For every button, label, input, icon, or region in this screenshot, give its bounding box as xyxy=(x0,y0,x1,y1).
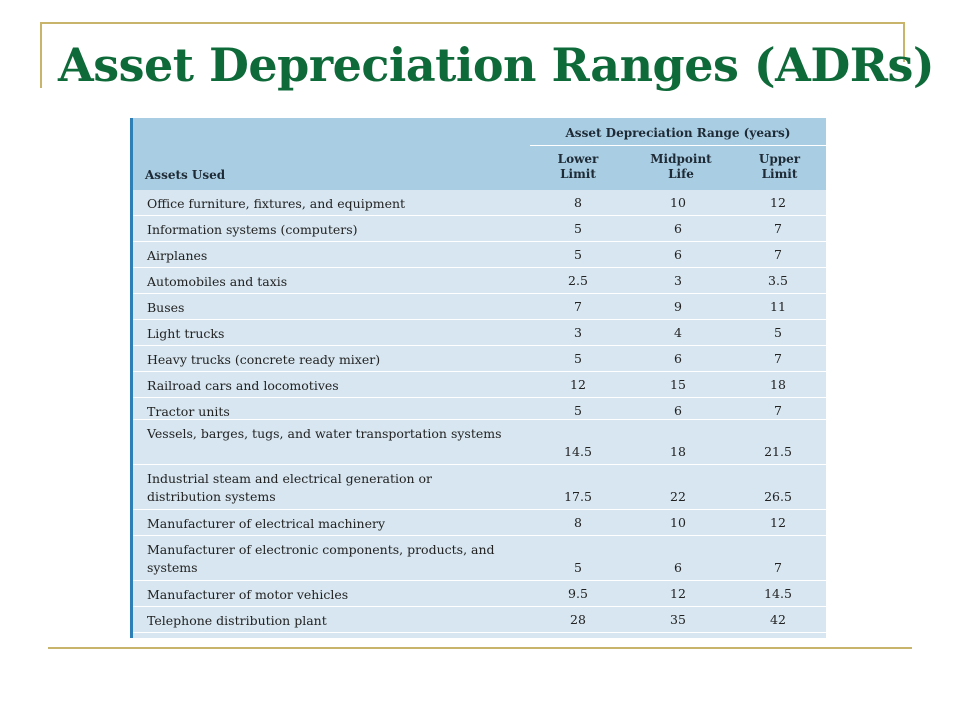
table-row xyxy=(133,510,826,536)
table-row xyxy=(133,581,826,607)
lower-limit-value: 5 xyxy=(574,403,582,418)
table-row xyxy=(133,216,826,242)
upper-limit-header: Upper Limit xyxy=(758,152,801,181)
upper-limit-value: 7 xyxy=(774,351,782,366)
lower-limit-value: 7 xyxy=(574,299,582,314)
midpoint-life-value: 6 xyxy=(674,560,682,575)
upper-limit-value: 26.5 xyxy=(764,489,792,504)
asset-name: Railroad cars and locomotives xyxy=(147,378,339,393)
lower-limit-value: 17.5 xyxy=(564,489,592,504)
lower-limit-value: 2.5 xyxy=(568,273,588,288)
upper-limit-value: 21.5 xyxy=(764,444,792,459)
upper-limit-value: 14.5 xyxy=(764,586,792,601)
asset-name: Buses xyxy=(147,300,185,315)
midpoint-life-value: 10 xyxy=(670,195,686,210)
page-title: Asset Depreciation Ranges (ADRs) xyxy=(58,38,935,92)
midpoint-life-value: 6 xyxy=(674,221,682,236)
asset-name: Office furniture, fixtures, and equipment xyxy=(147,196,406,211)
midpoint-life-value: 4 xyxy=(674,325,682,340)
midpoint-life-value: 3 xyxy=(674,273,682,288)
bottom-rule xyxy=(48,647,912,649)
table-row xyxy=(133,320,826,346)
header-divider xyxy=(530,145,826,146)
table-row xyxy=(133,346,826,372)
asset-name: Manufacturer of electrical machinery xyxy=(147,516,386,531)
lower-limit-value: 14.5 xyxy=(564,444,592,459)
asset-name: Telephone distribution plant xyxy=(147,613,327,628)
upper-limit-value: 7 xyxy=(774,403,782,418)
assets-used-header: Assets Used xyxy=(145,168,226,182)
lower-limit-value: 5 xyxy=(574,351,582,366)
midpoint-life-value: 6 xyxy=(674,403,682,418)
midpoint-life-value: 35 xyxy=(670,612,686,627)
midpoint-life-value: 6 xyxy=(674,351,682,366)
upper-limit-value: 7 xyxy=(774,560,782,575)
upper-limit-value: 12 xyxy=(770,195,786,210)
table-row xyxy=(133,420,826,465)
lower-limit-value: 9.5 xyxy=(568,586,588,601)
midpoint-life-value: 9 xyxy=(674,299,682,314)
table-header xyxy=(133,118,826,190)
midpoint-life-value: 12 xyxy=(670,586,686,601)
midpoint-life-value: 22 xyxy=(670,489,686,504)
table-row xyxy=(133,190,826,216)
asset-name: Information systems (computers) xyxy=(147,222,358,237)
table-row xyxy=(133,268,826,294)
midpoint-life-header: Midpoint Life xyxy=(650,152,712,181)
upper-limit-value: 7 xyxy=(774,221,782,236)
upper-limit-value: 7 xyxy=(774,247,782,262)
table-row xyxy=(133,294,826,320)
adr-table xyxy=(130,118,826,638)
upper-limit-value: 5 xyxy=(774,325,782,340)
lower-limit-value: 5 xyxy=(574,560,582,575)
lower-limit-value: 8 xyxy=(574,195,582,210)
table-row xyxy=(133,242,826,268)
asset-name: Light trucks xyxy=(147,326,225,341)
upper-limit-value: 18 xyxy=(770,377,786,392)
asset-name: Automobiles and taxis xyxy=(147,274,288,289)
upper-limit-value: 12 xyxy=(770,515,786,530)
asset-name: Heavy trucks (concrete ready mixer) xyxy=(147,352,381,367)
lower-limit-value: 5 xyxy=(574,221,582,236)
asset-name: Vessels, barges, tugs, and water transportation systems xyxy=(147,426,502,441)
range-header: Asset Depreciation Range (years) xyxy=(565,126,791,140)
midpoint-life-value: 10 xyxy=(670,515,686,530)
table-row xyxy=(133,607,826,633)
left-rule xyxy=(40,22,42,88)
asset-name: Tractor units xyxy=(147,404,230,419)
asset-name: Manufacturer of electronic components, products, and systems xyxy=(147,542,495,575)
table-row xyxy=(133,398,826,420)
lower-limit-value: 5 xyxy=(574,247,582,262)
lower-limit-value: 8 xyxy=(574,515,582,530)
midpoint-life-value: 15 xyxy=(670,377,686,392)
upper-limit-value: 3.5 xyxy=(768,273,788,288)
midpoint-life-value: 6 xyxy=(674,247,682,262)
asset-name: Airplanes xyxy=(147,248,208,263)
lower-limit-value: 28 xyxy=(570,612,586,627)
upper-limit-value: 42 xyxy=(770,612,786,627)
upper-limit-value: 11 xyxy=(770,299,786,314)
asset-name: Industrial steam and electrical generation or distribution systems xyxy=(147,471,433,504)
table-row xyxy=(133,536,826,581)
table-row xyxy=(133,372,826,398)
lower-limit-header: Lower Limit xyxy=(557,152,599,181)
asset-name: Manufacturer of motor vehicles xyxy=(147,587,349,602)
top-rule xyxy=(40,22,905,24)
lower-limit-value: 3 xyxy=(574,325,582,340)
table-row xyxy=(133,465,826,510)
lower-limit-value: 12 xyxy=(570,377,586,392)
midpoint-life-value: 18 xyxy=(670,444,686,459)
